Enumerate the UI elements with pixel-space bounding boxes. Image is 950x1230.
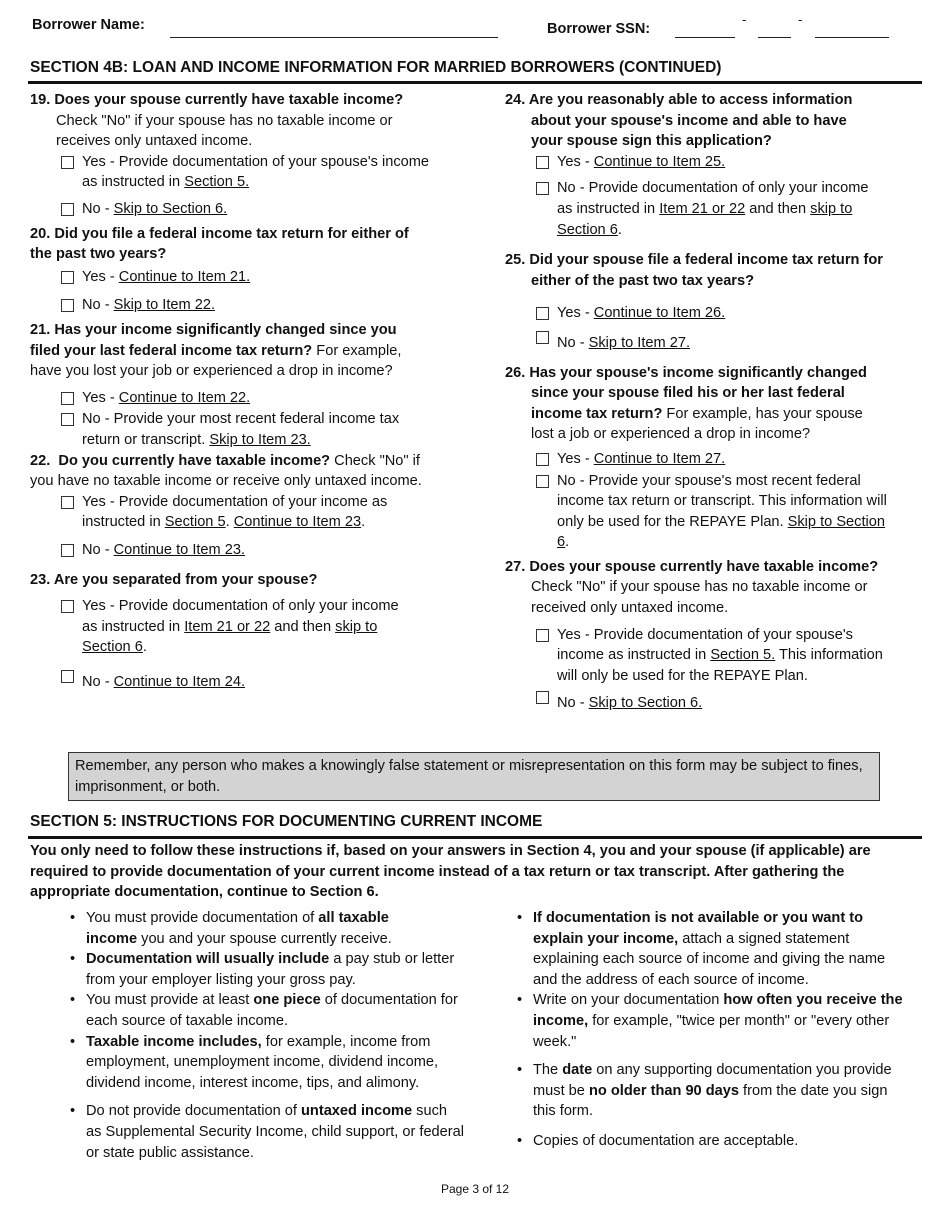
item-24: 24. Are you reasonably able to access information about your spouse's income and able to have your spouse sign this application? Yes - Continue to Item 25. No - Provide documentation of only your income as instructed in Item 21 or 22 and then skip to Section 6. — [505, 90, 875, 240]
option-no: No - Continue to Item 23. — [30, 540, 425, 561]
ssn-field-part2[interactable] — [758, 37, 791, 38]
list-item: • You must provide documentation of all taxable income you and your spouse currently receive. — [68, 908, 421, 949]
option-no: No - Provide documentation of only your income as instructed in Item 21 or 22 and then skip to Section 6. — [505, 178, 887, 240]
right-column — [505, 90, 905, 714]
question-text: Does your spouse currently have taxable income? — [54, 92, 404, 108]
ssn-field-part1[interactable] — [675, 37, 735, 38]
item-20: 20. Did you file a federal income tax return for either of the past two years? Yes - Continue to Item 21. No - Skip to Item 22. — [30, 224, 470, 316]
instructions-right — [515, 908, 915, 1152]
option-yes: Yes - Provide documentation of your income as instructed in Section 5. Continue to Item 23. — [30, 492, 422, 533]
item-note: Check "No" if your spouse has no taxable income or receives only untaxed income. — [56, 112, 393, 150]
option-no: No - Continue to Item 24. — [30, 672, 470, 693]
false-statement-warning: Remember, any person who makes a knowingly false statement or misrepresentation on this form may be subject to fines, imprisonment, or both. — [68, 752, 880, 801]
option-yes: Yes - Provide documentation of your spouse's income as instructed in Section 5. — [30, 152, 442, 193]
section-divider — [28, 836, 922, 839]
checkbox-no[interactable] — [536, 331, 549, 344]
checkbox-yes[interactable] — [61, 271, 74, 284]
list-item: • Write on your documentation how often you receive the income, for example, "twice per month" or "every other week." — [515, 990, 913, 1052]
checkbox-no[interactable] — [61, 299, 74, 312]
option-yes: Yes - Continue to Item 22. — [30, 388, 420, 409]
item-22: 22. Do you currently have taxable income? Check "No" if you have no taxable income or receive only untaxed income. Yes - Provide documentation of your income as instructed in Section 5. Continue to Item 23. No - Continue to Item 23. — [30, 451, 425, 561]
option-no: No - Skip to Section 6. — [30, 199, 470, 220]
list-item: • Documentation will usually include a pay stub or letter from your employer listing your gross pay. — [68, 949, 478, 990]
question-text: Did you file a federal income tax return for either of the past two years? — [30, 225, 409, 263]
ssn-separator: - — [798, 12, 803, 27]
item-25: 25. Did your spouse file a federal income tax return for either of the past two tax years? Yes - Continue to Item 26. No - Skip to Item 27. — [505, 250, 900, 353]
option-yes: Yes - Continue to Item 26. — [505, 303, 900, 324]
ssn-separator: - — [742, 12, 747, 27]
checkbox-yes[interactable] — [536, 307, 549, 320]
section-5-intro: You only need to follow these instructions if, based on your answers in Section 4, you and your spouse (if applicable) are required to provide documentation of your current income instead of a tax return or tax transcript. After gathering the appropriate documentation, continue to Section 6. — [30, 843, 871, 901]
section-divider — [28, 81, 922, 84]
borrower-name-field[interactable] — [170, 37, 498, 38]
option-no: No - Provide your spouse's most recent federal income tax return or transcript. This information will only be used for the REPAYE Plan. Skip to Section 6. — [505, 471, 897, 553]
list-item: • If documentation is not available or you want to explain your income, attach a signed statement explaining each source of income and giving the name and the address of each source of income. — [515, 908, 913, 990]
instructions-left — [68, 908, 478, 1163]
list-item: • The date on any supporting documentation you provide must be no older than 90 days from the date you sign this form. — [515, 1060, 913, 1122]
option-yes: Yes - Continue to Item 21. — [30, 267, 470, 288]
item-19: 19. Does your spouse currently have taxable income? Check "No" if your spouse has no taxable income or receives only untaxed income. Yes - Provide documentation of your spouse's income as instructed in Section 5. No - Skip to Section 6. — [30, 90, 470, 220]
ssn-field-part3[interactable] — [815, 37, 889, 38]
checkbox-no[interactable] — [536, 475, 549, 488]
question-text: Does your spouse currently have taxable income? — [529, 558, 879, 575]
item-note: Check "No" if your spouse has no taxable income or received only untaxed income. — [531, 579, 868, 617]
question-text: Are you reasonably able to access information about your spouse's income and able to have your spouse sign this application? — [528, 92, 853, 150]
checkbox-no[interactable] — [61, 203, 74, 216]
list-item: • You must provide at least one piece of documentation for each source of taxable income. — [68, 990, 476, 1031]
question-text: Do you currently have taxable income? — [58, 452, 331, 469]
borrower-ssn-label: Borrower SSN: — [547, 21, 651, 37]
checkbox-yes[interactable] — [536, 156, 549, 169]
list-item: • Taxable income includes, for example, income from employment, unemployment income, dividend income, dividend income, interest income, tips, and alimony. — [68, 1032, 478, 1094]
list-item: • Copies of documentation are acceptable. — [515, 1131, 915, 1152]
question-text: Has your income significantly changed since you filed your last federal income tax return? — [30, 321, 397, 359]
checkbox-no[interactable] — [536, 691, 549, 704]
checkbox-no[interactable] — [536, 182, 549, 195]
item-23: 23. Are you separated from your spouse? Yes - Provide documentation of only your income as instructed in Item 21 or 22 and then skip to Section 6. No - Continue to Item 24. — [30, 570, 470, 692]
left-column — [30, 90, 470, 692]
option-no: No - Skip to Item 22. — [30, 295, 470, 316]
option-no: No - Skip to Section 6. — [505, 693, 900, 714]
item-21: 21. Has your income significantly changed since you filed your last federal income tax return? For example, have you lost your job or experienced a drop in income? Yes - Continue to Item 22. No - Provide your most recent federal income tax return or transcript. Skip to Item 23. — [30, 320, 420, 451]
option-no: No - Provide your most recent federal income tax return or transcript. Skip to Item 23. — [30, 409, 412, 450]
option-no: No - Skip to Item 27. — [505, 333, 900, 354]
option-yes: Yes - Continue to Item 25. — [505, 152, 875, 173]
checkbox-yes[interactable] — [61, 156, 74, 169]
item-26: 26. Has your spouse's income significantly changed since your spouse filed his or her last federal income tax return? For example, has your spouse lost a job or experienced a drop in income? Yes - Continue to Item 27. No - Provide your spouse's most recent federal income tax return or transcript. This information will only be used for the REPAYE Plan. Skip to Section 6. — [505, 363, 880, 553]
checkbox-yes[interactable] — [536, 453, 549, 466]
checkbox-no[interactable] — [61, 413, 74, 426]
option-yes: Yes - Provide documentation of only your income as instructed in Item 21 or 22 and then skip to Section 6. — [30, 596, 412, 658]
section-5-title: SECTION 5: INSTRUCTIONS FOR DOCUMENTING CURRENT INCOME — [30, 813, 543, 830]
list-item: • Do not provide documentation of untaxed income such as Supplemental Security Income, child support, or federal or state public assistance. — [68, 1101, 466, 1163]
checkbox-yes[interactable] — [61, 496, 74, 509]
question-text: Has your spouse's income significantly changed since your spouse filed his or her last federal income tax return? — [529, 364, 867, 422]
question-text: Did your spouse file a federal income tax return for either of the past two tax years? — [529, 252, 883, 289]
question-text: Are you separated from your spouse? — [53, 572, 318, 589]
section-4b-title: SECTION 4B: LOAN AND INCOME INFORMATION FOR MARRIED BORROWERS (CONTINUED) — [30, 59, 722, 76]
page-number: Page 3 of 12 — [440, 1182, 510, 1196]
checkbox-yes[interactable] — [61, 392, 74, 405]
checkbox-yes[interactable] — [536, 629, 549, 642]
checkbox-yes[interactable] — [61, 600, 74, 613]
checkbox-no[interactable] — [61, 544, 74, 557]
borrower-name-label: Borrower Name: — [32, 17, 145, 33]
option-yes: Yes - Continue to Item 27. — [505, 449, 880, 470]
item-27: 27. Does your spouse currently have taxable income? Check "No" if your spouse has no taxable income or received only untaxed income. Yes - Provide documentation of your spouse's income as instructed in Section 5. This information will only be used for the REPAYE Plan. No - Skip to Section 6. — [505, 557, 900, 714]
checkbox-no[interactable] — [61, 670, 74, 683]
option-yes: Yes - Provide documentation of your spouse's income as instructed in Section 5. This information will only be used for the REPAYE Plan. — [505, 625, 887, 687]
